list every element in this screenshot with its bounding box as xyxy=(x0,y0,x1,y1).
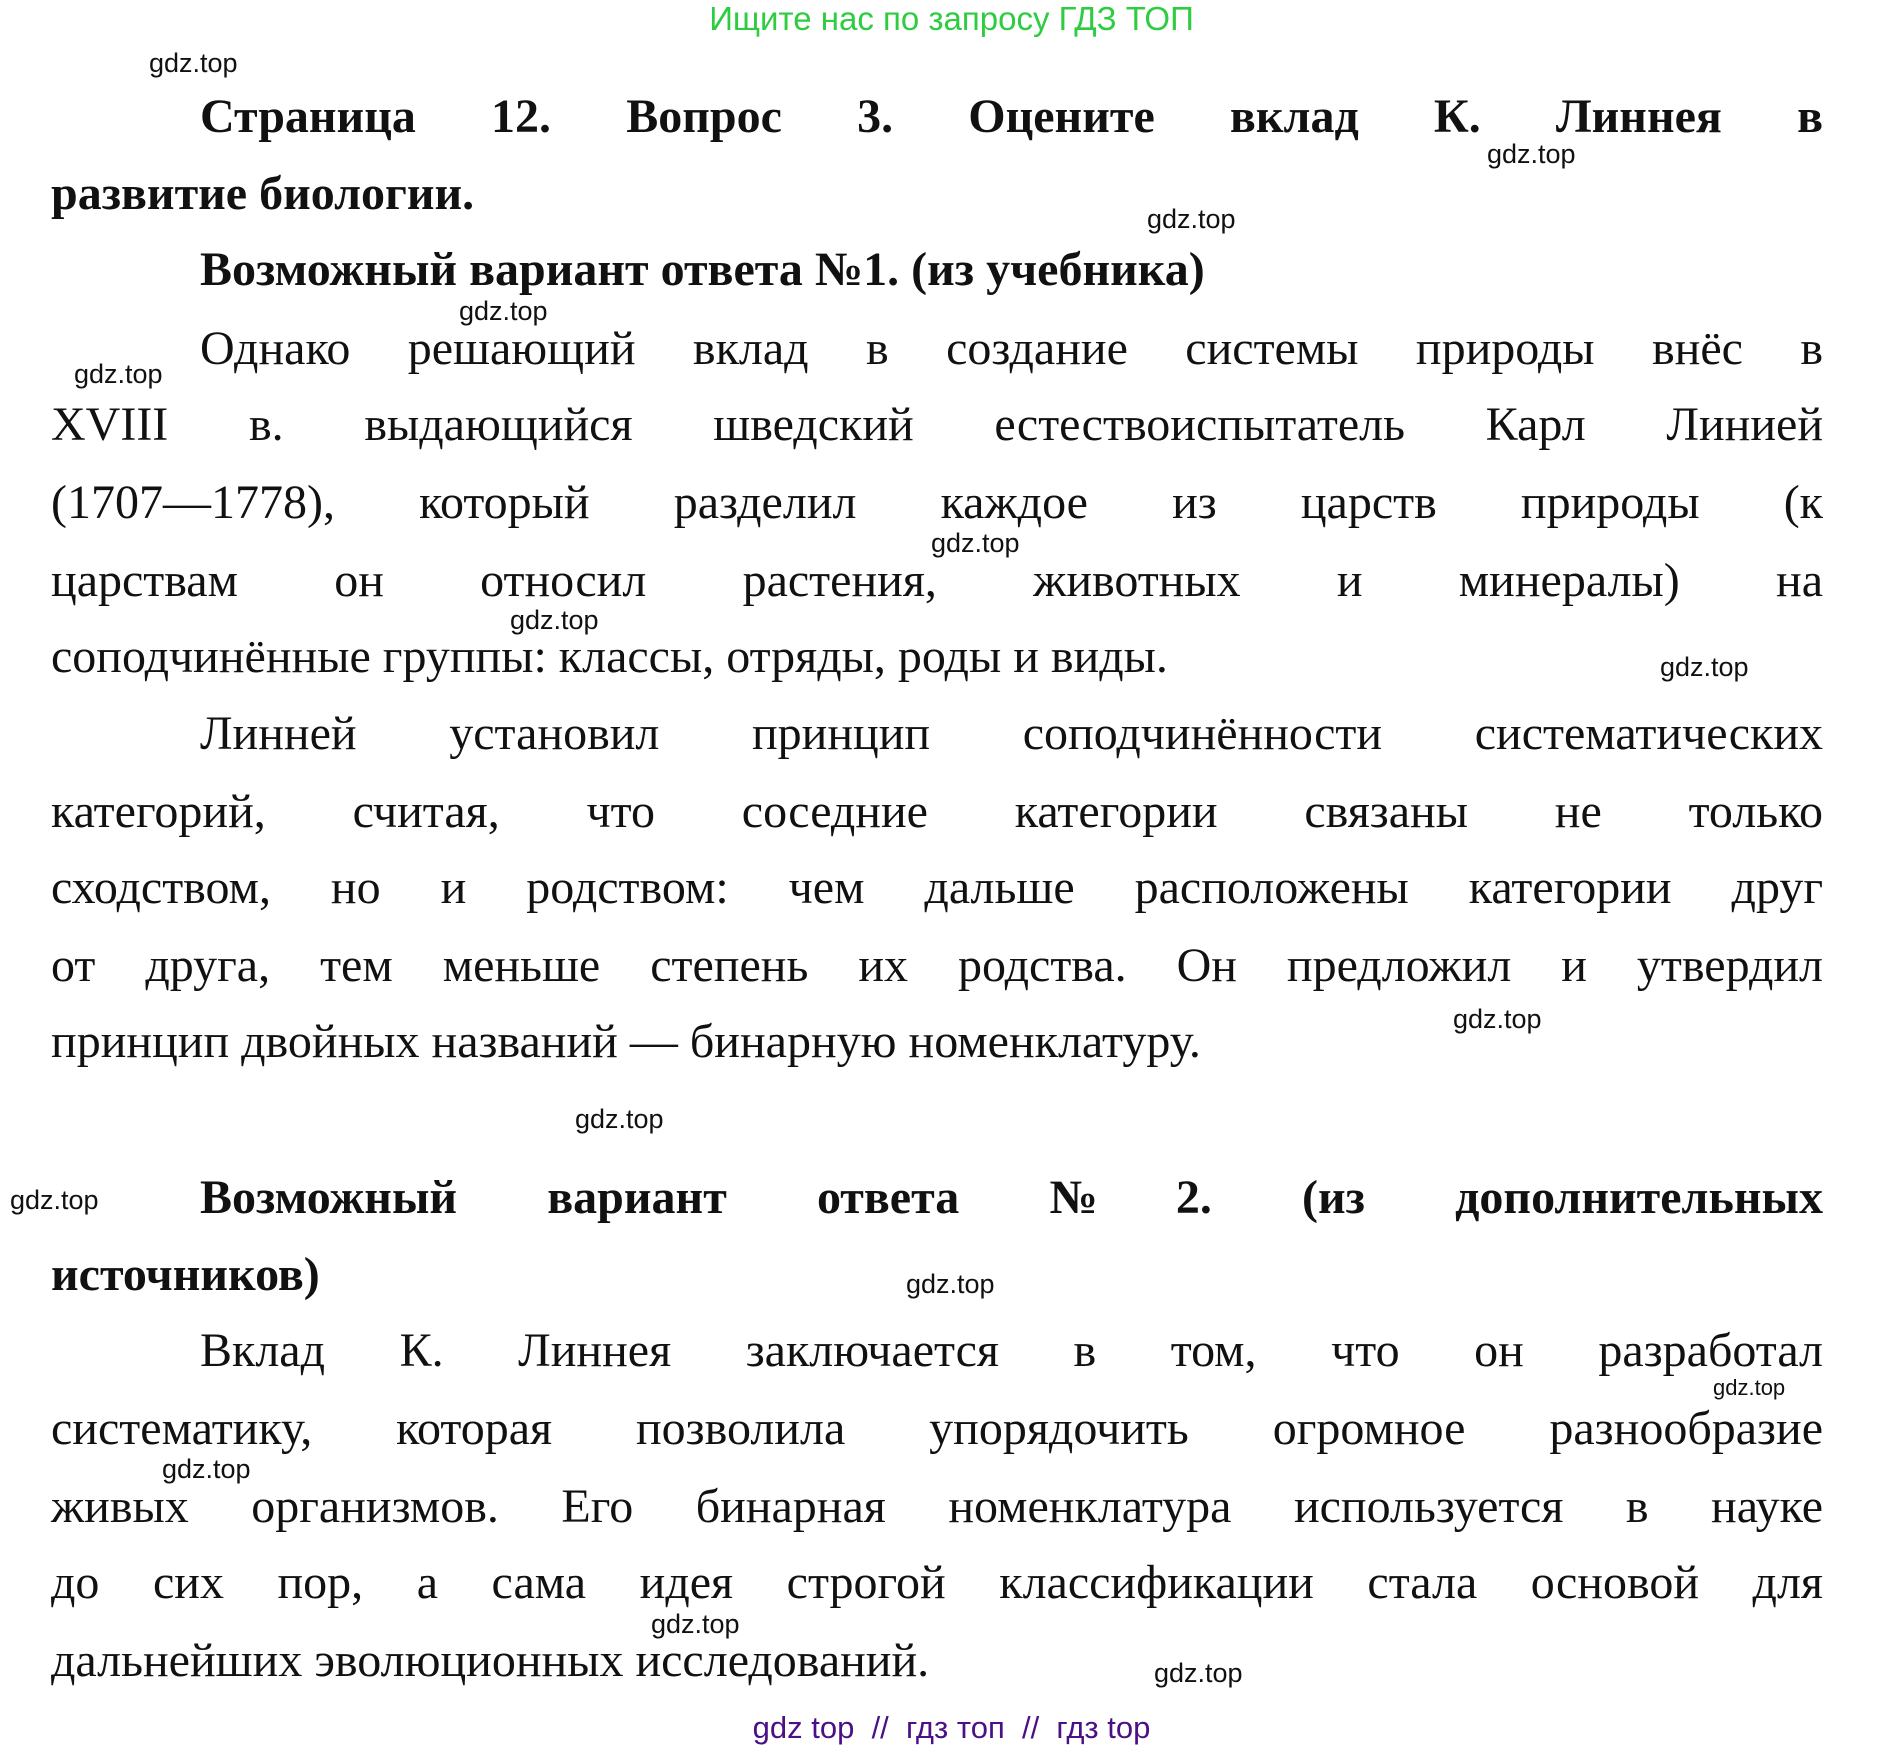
answer-2-line: систематику, которая позволила упорядочить огромное разнообразие xyxy=(51,1402,1823,1455)
answer-1-p1-line: царствам он относил растения, животных и минералы) на xyxy=(51,554,1823,607)
answer-1-p2-line: Линней установил принцип соподчинённости систематических xyxy=(200,707,1823,760)
footer-ad-text: gdz top // гдз топ // гдз top xyxy=(752,1710,1151,1745)
answer-2-line: до сих пор, а сама идея строгой классификации стала основой для xyxy=(51,1556,1823,1609)
watermark: gdz.top xyxy=(575,1104,664,1134)
watermark: gdz.top xyxy=(1154,1658,1243,1688)
answer-2-line: Вклад К. Линнея заключается в том, что он разработал xyxy=(200,1324,1823,1377)
watermark: gdz.top xyxy=(651,1609,740,1639)
answer-2-heading-line-2: источников) xyxy=(51,1248,320,1301)
answer-1-p2-line: принцип двойных названий — бинарную номенклатуру. xyxy=(51,1015,1201,1068)
question-title-line-2: развитие биологии. xyxy=(51,167,475,220)
watermark: gdz.top xyxy=(1487,139,1576,169)
watermark: gdz.top xyxy=(74,359,163,389)
answer-1-p1-line: (1707—1778), который разделил каждое из царств природы (к xyxy=(51,476,1823,529)
watermark: gdz.top xyxy=(931,528,1020,558)
answer-2-heading-line-1: Возможный вариант ответа №2. (из дополнительных xyxy=(200,1171,1823,1224)
watermark: gdz.top xyxy=(1147,204,1236,234)
answer-1-p1-line: соподчинённые группы: классы, отряды, роды и виды. xyxy=(51,630,1168,683)
watermark: gdz.top xyxy=(10,1185,99,1215)
answer-1-p1-line: XVIII в. выдающийся шведский естествоиспытатель Карл Линией xyxy=(51,398,1823,451)
watermark: gdz.top xyxy=(1713,1375,1786,1400)
question-title-line-1: Страница 12. Вопрос 3. Оцените вклад К. Линнея в xyxy=(200,90,1823,143)
answer-2-line: живых организмов. Его бинарная номенклатура используется в науке xyxy=(51,1480,1823,1533)
header-ad-text: Ищите нас по запросу ГДЗ ТОП xyxy=(709,0,1194,37)
watermark: gdz.top xyxy=(459,296,548,326)
watermark: gdz.top xyxy=(1660,652,1749,682)
watermark: gdz.top xyxy=(510,605,599,635)
answer-1-p2-line: категорий, считая, что соседние категории связаны не только xyxy=(51,785,1823,838)
watermark: gdz.top xyxy=(149,48,238,78)
answer-1-p2-line: сходством, но и родством: чем дальше расположены категории друг xyxy=(51,861,1823,914)
watermark: gdz.top xyxy=(906,1269,995,1299)
answer-1-p1-line: Однако решающий вклад в создание системы природы внёс в xyxy=(200,322,1823,375)
watermark: gdz.top xyxy=(162,1454,251,1484)
answer-1-heading: Возможный вариант ответа №1. (из учебника) xyxy=(200,243,1205,296)
answer-2-line: дальнейших эволюционных исследований. xyxy=(51,1634,930,1687)
answer-1-p2-line: от друга, тем меньше степень их родства. Он предложил и утвердил xyxy=(51,939,1823,992)
watermark: gdz.top xyxy=(1453,1004,1542,1034)
